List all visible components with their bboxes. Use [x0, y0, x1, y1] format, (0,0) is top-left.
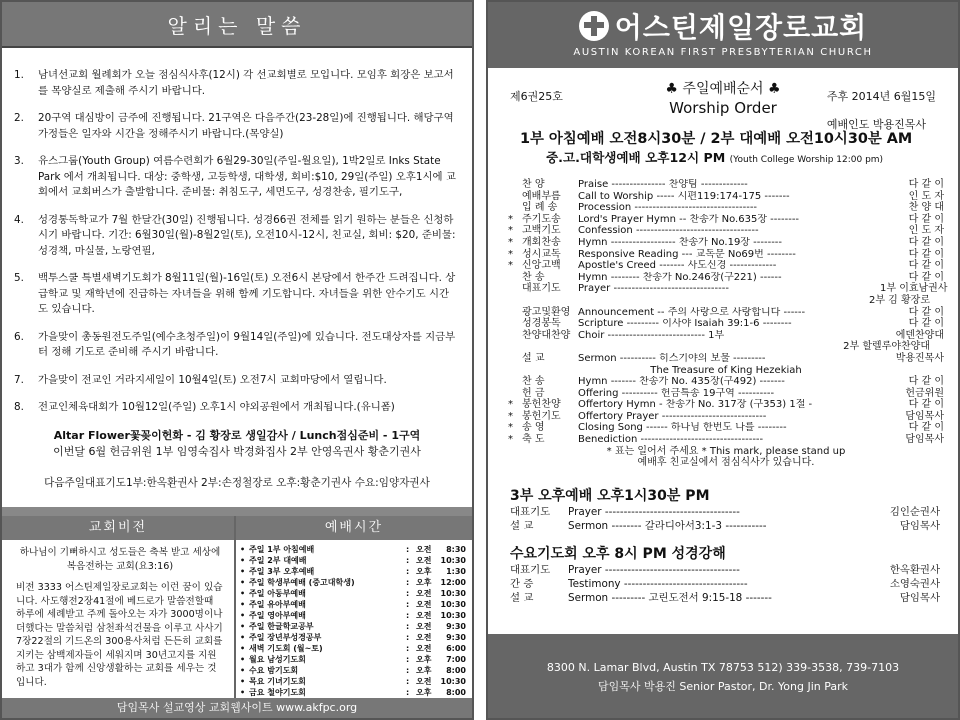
order-item-detail: Call to Worship ----- 시편119:174-175 ------- [578, 190, 790, 202]
vision-text [2, 540, 234, 689]
colon: : [406, 556, 410, 565]
notice-item [14, 68, 458, 99]
worship-title-en: Worship Order [669, 99, 777, 117]
bullet-icon: • [240, 688, 246, 697]
notices-title: 알리는 말씀 [2, 2, 472, 48]
schedule-name: 주일 2부 대예배 [249, 556, 307, 565]
order-item-kr: 헌 금 [522, 387, 545, 399]
church-header [488, 2, 958, 68]
youth-service-note: (Youth College Worship 12:00 pm) [729, 155, 884, 165]
schedule-ampm: 오전 [416, 611, 432, 620]
notice-item [14, 271, 458, 318]
order-item-leader: 다 같 이 [908, 236, 944, 248]
stand-mark: * [508, 399, 513, 411]
schedule-row [240, 654, 466, 665]
notice-text: 남녀선교회 월례회가 오늘 점심식사후(12시) 각 선교회별로 모입니다. 모임후 회장은 보고서를 목양실로 제출해 주시기 바랍니다. [38, 69, 454, 97]
order-row [508, 411, 944, 423]
order-item-leader: 찬 양 대 [908, 202, 944, 214]
stand-mark [508, 179, 522, 191]
divider-bar [2, 507, 472, 516]
colon: : [406, 644, 410, 653]
notice-text: 가을맞이 총동원전도주일(예수초청주일)이 9월14일(주일)에 있습니다. 전도대상자를 지금부터 정해 기도로 준비해 주시기 바랍니다. [38, 330, 456, 358]
schedule-ampm: 오후 [416, 567, 432, 576]
schedule-ampm: 오전 [416, 622, 432, 631]
order-item-detail: Offertory Hymn - 찬송가 No. 317장 (구353) 1절 - [578, 399, 813, 411]
bullet-icon: • [240, 633, 246, 642]
order-item-kr: 설 교 [522, 352, 545, 364]
order-row [508, 237, 944, 249]
schedule-time: 12:00 [440, 578, 466, 587]
order-item-leader: 인 도 자 [908, 225, 944, 237]
order-row [508, 191, 944, 203]
order-item-leader: 다 같 이 [908, 248, 944, 260]
schedule-time: 10:30 [440, 677, 466, 686]
afternoon-service-title: 3부 오후예배 오후1시30분 PM [510, 487, 710, 504]
schedule-name: 월요 남성기도회 [249, 655, 306, 664]
order-item-leader: 다 같 이 [908, 376, 944, 388]
worship-title [648, 80, 798, 118]
order-item-kr: 신앙고백 [522, 260, 561, 272]
choir-second-service: 2부 할렐루야찬양대 [843, 341, 930, 353]
schedule-name: 주일 1부 아침예배 [249, 545, 315, 554]
schedule-time: 8:00 [446, 688, 466, 697]
schedule-row [240, 665, 466, 676]
order-row [508, 376, 944, 388]
date-block [827, 88, 936, 132]
service-item-detail: Prayer ------------------------------------ [568, 505, 740, 518]
schedule-ampm: 오전 [416, 600, 432, 609]
schedule-row [240, 632, 466, 643]
order-item-leader: 다 같 이 [908, 213, 944, 225]
stand-mark [508, 376, 522, 388]
notice-item [14, 111, 458, 142]
schedule-row [240, 544, 466, 555]
schedule-time: 7:00 [446, 655, 466, 664]
stand-mark: * [508, 213, 513, 225]
order-row [508, 202, 944, 214]
church-name: 어스틴제일장로교회 [614, 11, 868, 44]
order-item-detail: Offering ---------- 헌금특송 19구역 ---------- [578, 387, 775, 399]
stand-mark: * [508, 236, 513, 248]
vision-body: 비전 3333 어스틴제일장로교회는 이런 꿈이 있습니다. 사도행전2장41절에 베드로가 말씀전할때 하루에 세례받고 주께 돌아오는 자가 3000명이나 더했다는 말씀처럼 삼천좌석건물을 이루고 사사기7장22절의 기드온의 300용사처럼 든든히 교회를 지키는 삼백제자들이 세워지며 30년고지를 지원하고 3대가 함께 신앙생활하는 교회를 세우는 것입니다. [16, 582, 223, 688]
schedule-row [240, 577, 466, 588]
notice-text: 전교인체육대회가 10월12일(주일) 오후1시 야외공원에서 개최됩니다.(유니폼) [38, 401, 395, 413]
stand-mark: * [508, 434, 513, 446]
worship-order-list [488, 179, 958, 469]
schedule-ampm: 오전 [416, 556, 432, 565]
wednesday-service-title: 수요기도회 오후 8시 PM 성경강해 [510, 545, 726, 562]
order-item-leader: 담임목사 [905, 434, 944, 446]
altar-line-1: Altar Flower꽃꽂이헌화 - 김 황장로 생일감사 / Lunch점심준비 - 1구역 [53, 428, 421, 442]
order-item-kr: 찬 양 [522, 179, 545, 190]
schedule-ampm: 오전 [416, 633, 432, 642]
notices-panel [0, 0, 474, 720]
order-item-detail: Hymn -------- 찬송가 No.246장(구221) ------ [578, 271, 782, 283]
stand-mark [508, 330, 522, 342]
service-item-leader: 담임목사 [899, 591, 940, 604]
stand-mark [508, 283, 522, 295]
stand-mark [508, 388, 522, 400]
notice-text: 성경통독학교가 7월 한달간(30일) 진행됩니다. 성경66권 전체를 읽기 원하는 분들은 신청하시기 바랍니다. 기간: 6월30일(월)-8월2일(토), 오전10시-12시, 친교실, 회비: $20, 준비물: 성경책, 마실물, 노랑연필, [38, 213, 456, 257]
order-item-detail: Announcement -- 주의 사랑으로 사랑합니다 ------ [578, 306, 806, 318]
schedule-row [240, 687, 466, 698]
schedule-row [240, 555, 466, 566]
prayer-second-service: 2부 김 황장로 [868, 294, 930, 306]
schedule-name: 새벽 기도회 (월~토) [249, 644, 323, 653]
schedule-name: 주일 한글학교공부 [249, 622, 314, 631]
colon: : [406, 545, 410, 554]
service-item-kr: 설 교 [510, 519, 534, 532]
stand-mark: * [508, 260, 513, 272]
service-item-detail: Testimony --------------------------------- [568, 577, 748, 590]
notice-number: 8. [14, 401, 24, 413]
order-row [508, 214, 944, 226]
order-item-kr: 봉헌찬양 [522, 399, 561, 411]
notice-number: 6. [14, 330, 24, 343]
order-item-leader: 담임목사 [905, 410, 944, 422]
colon: : [406, 600, 410, 609]
schedule-name: 수요 밤기도회 [249, 666, 299, 675]
order-row [508, 422, 944, 434]
altar-info [2, 428, 472, 460]
order-row [508, 399, 944, 411]
vision-quote: 하나님이 기뻐하시고 성도들은 축복 받고 세상에 복음전하는 교회(요3:16) [19, 547, 221, 572]
stand-mark [508, 318, 522, 330]
service-item-kr: 설 교 [510, 591, 534, 604]
stand-mark: * [508, 410, 513, 422]
schedule-ampm: 오전 [416, 644, 432, 653]
order-item-kr: 개회찬송 [522, 236, 561, 248]
stand-mark [508, 191, 522, 203]
worship-title-kr: ♣ 주일예배순서 ♣ [665, 81, 781, 97]
lower-section [2, 516, 472, 700]
colon: : [406, 688, 410, 697]
order-item-detail: Scripture --------- 이사야 Isaiah 39:1-6 -------- [578, 318, 792, 330]
service-item-kr: 간 증 [510, 577, 534, 590]
order-row [508, 434, 944, 446]
afternoon-service-list [488, 505, 958, 533]
service-date: 주후 2014년 6월15일 [826, 90, 936, 103]
schedule-name: 주일 영아부예배 [249, 611, 306, 620]
schedule-name: 금요 철야기도회 [249, 688, 306, 697]
worship-order-panel [486, 0, 960, 720]
order-item-leader: 에덴찬양대 [895, 329, 944, 341]
schedule-name: 목요 기녀기도회 [249, 677, 306, 686]
notice-number: 3. [14, 155, 24, 167]
order-item-detail: Confession ---------------------------------- [578, 225, 759, 237]
order-item-detail: Offertory Prayer ----------------------------- [578, 410, 767, 422]
stand-mark: * [508, 225, 513, 237]
order-row [508, 272, 944, 284]
schedule-name: 주일 유아부예배 [249, 600, 306, 609]
church-address: 8300 N. Lamar Blvd, Austin TX 78753 512) 339-3538, 739-7103 [546, 661, 900, 674]
service-row [488, 563, 958, 577]
schedule-ampm: 오전 [416, 545, 432, 554]
service-item-kr: 대표기도 [510, 505, 551, 518]
notice-item [14, 154, 458, 201]
schedule-row [240, 566, 466, 577]
order-item-leader: 인 도 자 [908, 190, 944, 202]
bullet-icon: • [240, 578, 246, 587]
order-item-kr: 찬 송 [522, 271, 545, 283]
order-item-detail: Hymn ------- 찬송가 No. 435장(구492) ------- [578, 376, 785, 388]
schedule-name: 주일 아동부예배 [249, 589, 306, 598]
order-item-kr: 찬양대찬양 [522, 329, 571, 341]
schedule-ampm: 오후 [416, 578, 432, 587]
order-item-kr: 예배부름 [522, 190, 561, 202]
notice-number: 5. [14, 272, 24, 284]
schedule-ampm: 오전 [416, 677, 432, 686]
order-item-detail: Praise --------------- 찬양팀 ------------- [578, 179, 748, 190]
order-item-detail: Sermon ---------- 히스기야의 보물 --------- [578, 352, 766, 364]
schedule-list [236, 540, 472, 698]
colon: : [406, 611, 410, 620]
schedule-name: 주일 3부 오후예배 [249, 567, 315, 576]
schedule-row [240, 610, 466, 621]
schedule-row [240, 599, 466, 610]
service-item-detail: Prayer ------------------------------------ [568, 563, 740, 576]
order-row [508, 318, 944, 330]
notice-item [14, 213, 458, 260]
schedule-ampm: 오후 [416, 666, 432, 675]
service-item-leader: 한옥환권사 [889, 563, 940, 576]
bullet-icon: • [240, 666, 246, 675]
notice-item [14, 373, 458, 389]
order-item-leader: 다 같 이 [908, 399, 944, 411]
website-footer[interactable]: 담임목사 설교영상 교회웹사이트 www.akfpc.org [2, 698, 472, 718]
order-item-kr: 성경봉독 [522, 318, 561, 330]
church-footer [488, 634, 958, 718]
notice-number: 1. [14, 69, 24, 81]
service-row [488, 577, 958, 591]
bullet-icon: • [240, 556, 246, 565]
colon: : [406, 589, 410, 598]
order-item-kr: 대표기도 [522, 283, 561, 295]
notice-item [14, 400, 458, 416]
stand-mark [508, 307, 522, 319]
bullet-icon: • [240, 545, 246, 554]
colon: : [406, 622, 410, 631]
sermon-english-title: The Treasure of King Hezekiah [650, 364, 802, 376]
schedule-time: 10:30 [440, 611, 466, 620]
senior-pastor: 담임목사 박용진 Senior Pastor, Dr. Yong Jin Park [597, 680, 849, 693]
bullet-icon: • [240, 589, 246, 598]
bullet-icon: • [240, 567, 246, 576]
order-item-leader: 다 같 이 [908, 306, 944, 318]
schedule-ampm: 오후 [416, 655, 432, 664]
notice-text: 20구역 대심방이 금주에 진행됩니다. 21구역은 다음주간(23-28일)에 진행됩니다. 해당구역 가정들은 일자와 시간을 정해주시기 바랍니다.(목양실) [38, 112, 454, 140]
schedule-row [240, 621, 466, 632]
colon: : [406, 677, 410, 686]
order-item-detail: Choir --------------------------- 1부 [578, 329, 725, 341]
order-item-detail: Hymn ------------------ 찬송가 No.19장 -------- [578, 236, 783, 248]
bullet-icon: • [240, 622, 246, 631]
order-item-detail: Responsive Reading --- 교독문 No69번 -------- [578, 248, 796, 260]
order-item-kr: 봉헌기도 [522, 410, 561, 422]
notice-number: 7. [14, 373, 24, 386]
schedule-time: 10:30 [440, 556, 466, 565]
notice-text: 백투스쿨 특별새벽기도회가 8월11일(월)-16일(토) 오전6시 본당에서 한주간 드려집니다. 상급학교 및 재학년에 진급하는 자녀들을 위해 함께 기도합니다. 자녀들을 위한 안수기도 시간도 있습니다. [38, 272, 456, 315]
stand-mark: * [508, 248, 513, 260]
schedule-name: 주일 장년부성경공부 [249, 633, 322, 642]
stand-mark [508, 272, 522, 284]
service-row [488, 591, 958, 605]
service-row [488, 519, 958, 533]
bullet-icon: • [240, 644, 246, 653]
order-item-leader: 1부 이효남권사 [880, 283, 948, 295]
order-item-kr: 송 영 [522, 422, 545, 434]
service-item-leader: 담임목사 [899, 519, 940, 532]
schedule-time: 6:00 [446, 644, 466, 653]
order-item-detail: Lord's Prayer Hymn -- 찬송가 No.635장 -------- [578, 213, 800, 225]
order-item-kr: 성시교독 [522, 248, 561, 260]
order-item-leader: 다 같 이 [908, 260, 944, 272]
schedule-time: 9:30 [446, 622, 466, 631]
order-item-kr: 축 도 [522, 434, 545, 446]
schedule-name: 주일 학생부예배 (중고대학생) [249, 578, 355, 587]
order-item-kr: 찬 송 [522, 376, 545, 388]
vision-title: 교회비전 [2, 516, 234, 540]
bullet-icon: • [240, 677, 246, 686]
order-row [508, 307, 944, 319]
order-item-kr: 입 례 송 [522, 202, 558, 214]
colon: : [406, 666, 410, 675]
bullet-icon: • [240, 611, 246, 620]
order-item-leader: 다 같 이 [908, 271, 944, 283]
schedule-ampm: 오후 [416, 688, 432, 697]
service-item-detail: Sermon --------- 고린도전서 9:15-18 ------- [568, 591, 772, 604]
bullet-icon: • [240, 600, 246, 609]
colon: : [406, 655, 410, 664]
service-item-detail: Sermon -------- 갈라디아서3:1-3 ----------- [568, 519, 767, 532]
order-row [508, 225, 944, 237]
notice-text: 유스그룹(Youth Group) 여름수련회가 6월29-30일(주일-월요일), 1박2일로 Inks State Park 에서 개최됩니다. 대상: 중학생, 고등학생, 대학생, 회비:$10, 29일(주일) 오후1시에 교회에서 교회버스가 출발합니다. 준비물: 취침도구, 세면도구, 성경찬송, 필기도구, [38, 155, 456, 198]
bulletin-info [488, 78, 958, 130]
service-item-leader: 소영숙권사 [889, 577, 940, 590]
bullet-icon: • [240, 655, 246, 664]
schedule-time: 8:30 [446, 545, 466, 554]
colon: : [406, 633, 410, 642]
schedule-box [236, 516, 472, 700]
schedule-time: 1:30 [446, 567, 466, 576]
order-item-leader: 다 같 이 [908, 422, 944, 434]
schedule-time: 10:30 [440, 589, 466, 598]
order-item-detail: Apostle's Creed ------- 사도신경 ------------- [578, 260, 777, 272]
notice-number: 4. [14, 213, 24, 226]
colon: : [406, 567, 410, 576]
service-row [488, 505, 958, 519]
order-row [508, 330, 944, 342]
youth-service-time: 중.고.대학생예배 오후12시 PM [546, 150, 726, 165]
order-item-kr: 주기도송 [522, 213, 561, 225]
order-item-detail: Prayer -------------------------------- [578, 283, 729, 295]
vision-box [2, 516, 236, 700]
order-item-detail: Benediction ---------------------------------- [578, 434, 764, 446]
service-item-kr: 대표기도 [510, 563, 551, 576]
schedule-row [240, 588, 466, 599]
order-item-kr: 고백기도 [522, 225, 561, 237]
schedule-time: 10:30 [440, 600, 466, 609]
notice-item [14, 330, 458, 361]
schedule-time: 9:30 [446, 633, 466, 642]
notice-text: 가을맞이 전교인 거라지세일이 10월4일(토) 오전7시 교회마당에서 열립니다. [38, 373, 387, 386]
service-times: 1부 아침예배 오전8시30분 / 2부 대예배 오전10시30분 AM [520, 131, 913, 147]
order-item-leader: 헌금위원 [905, 387, 944, 399]
order-item-detail: Closing Song ------ 하나님 한번도 나를 -------- [578, 422, 787, 434]
schedule-row [240, 676, 466, 687]
notice-number: 2. [14, 112, 24, 124]
order-item-leader: 다 같 이 [908, 179, 944, 190]
order-row [508, 353, 944, 365]
notice-list [2, 48, 472, 416]
order-item-leader: 다 같 이 [908, 318, 944, 330]
stand-mark: * [508, 422, 513, 434]
stand-note: * 표는 일어서 주세요 * This mark, please stand up [606, 445, 846, 457]
stand-mark [508, 353, 522, 365]
order-row [508, 283, 948, 295]
service-item-leader: 김인순권사 [889, 505, 940, 518]
order-item-detail: Procession ---------------------------------- [578, 202, 758, 214]
order-row [508, 388, 944, 400]
order-row [508, 249, 944, 261]
schedule-title: 예배시간 [236, 516, 472, 540]
order-row [508, 260, 944, 272]
next-week-prayer: 다음주일대표기도1부:한옥환권사 2부:손정철장로 오후:황춘기권사 수요:임양자권사 [44, 476, 430, 489]
order-row [508, 179, 944, 191]
order-item-kr: 광고및환영 [522, 306, 571, 318]
cross-icon [579, 11, 609, 41]
church-title [488, 2, 958, 46]
preacher: 예배인도 박용진목사 [826, 118, 927, 131]
youth-service [488, 149, 958, 169]
altar-line-2: 이번달 6월 헌금위원 1부 임영숙집사 박경화집사 2부 안영옥권사 황춘기권사 [53, 444, 421, 458]
schedule-ampm: 오전 [416, 589, 432, 598]
colon: : [406, 578, 410, 587]
church-english-name: AUSTIN KOREAN FIRST PRESBYTERIAN CHURCH [573, 47, 873, 58]
stand-mark [508, 202, 522, 214]
wednesday-service-list [488, 563, 958, 605]
order-item-leader: 박용진목사 [895, 352, 944, 364]
lunch-note: 예배후 친교실에서 점심식사가 있습니다. [637, 457, 815, 469]
issue-number: 제6권25호 [510, 90, 563, 103]
schedule-row [240, 643, 466, 654]
schedule-time: 8:00 [446, 666, 466, 675]
